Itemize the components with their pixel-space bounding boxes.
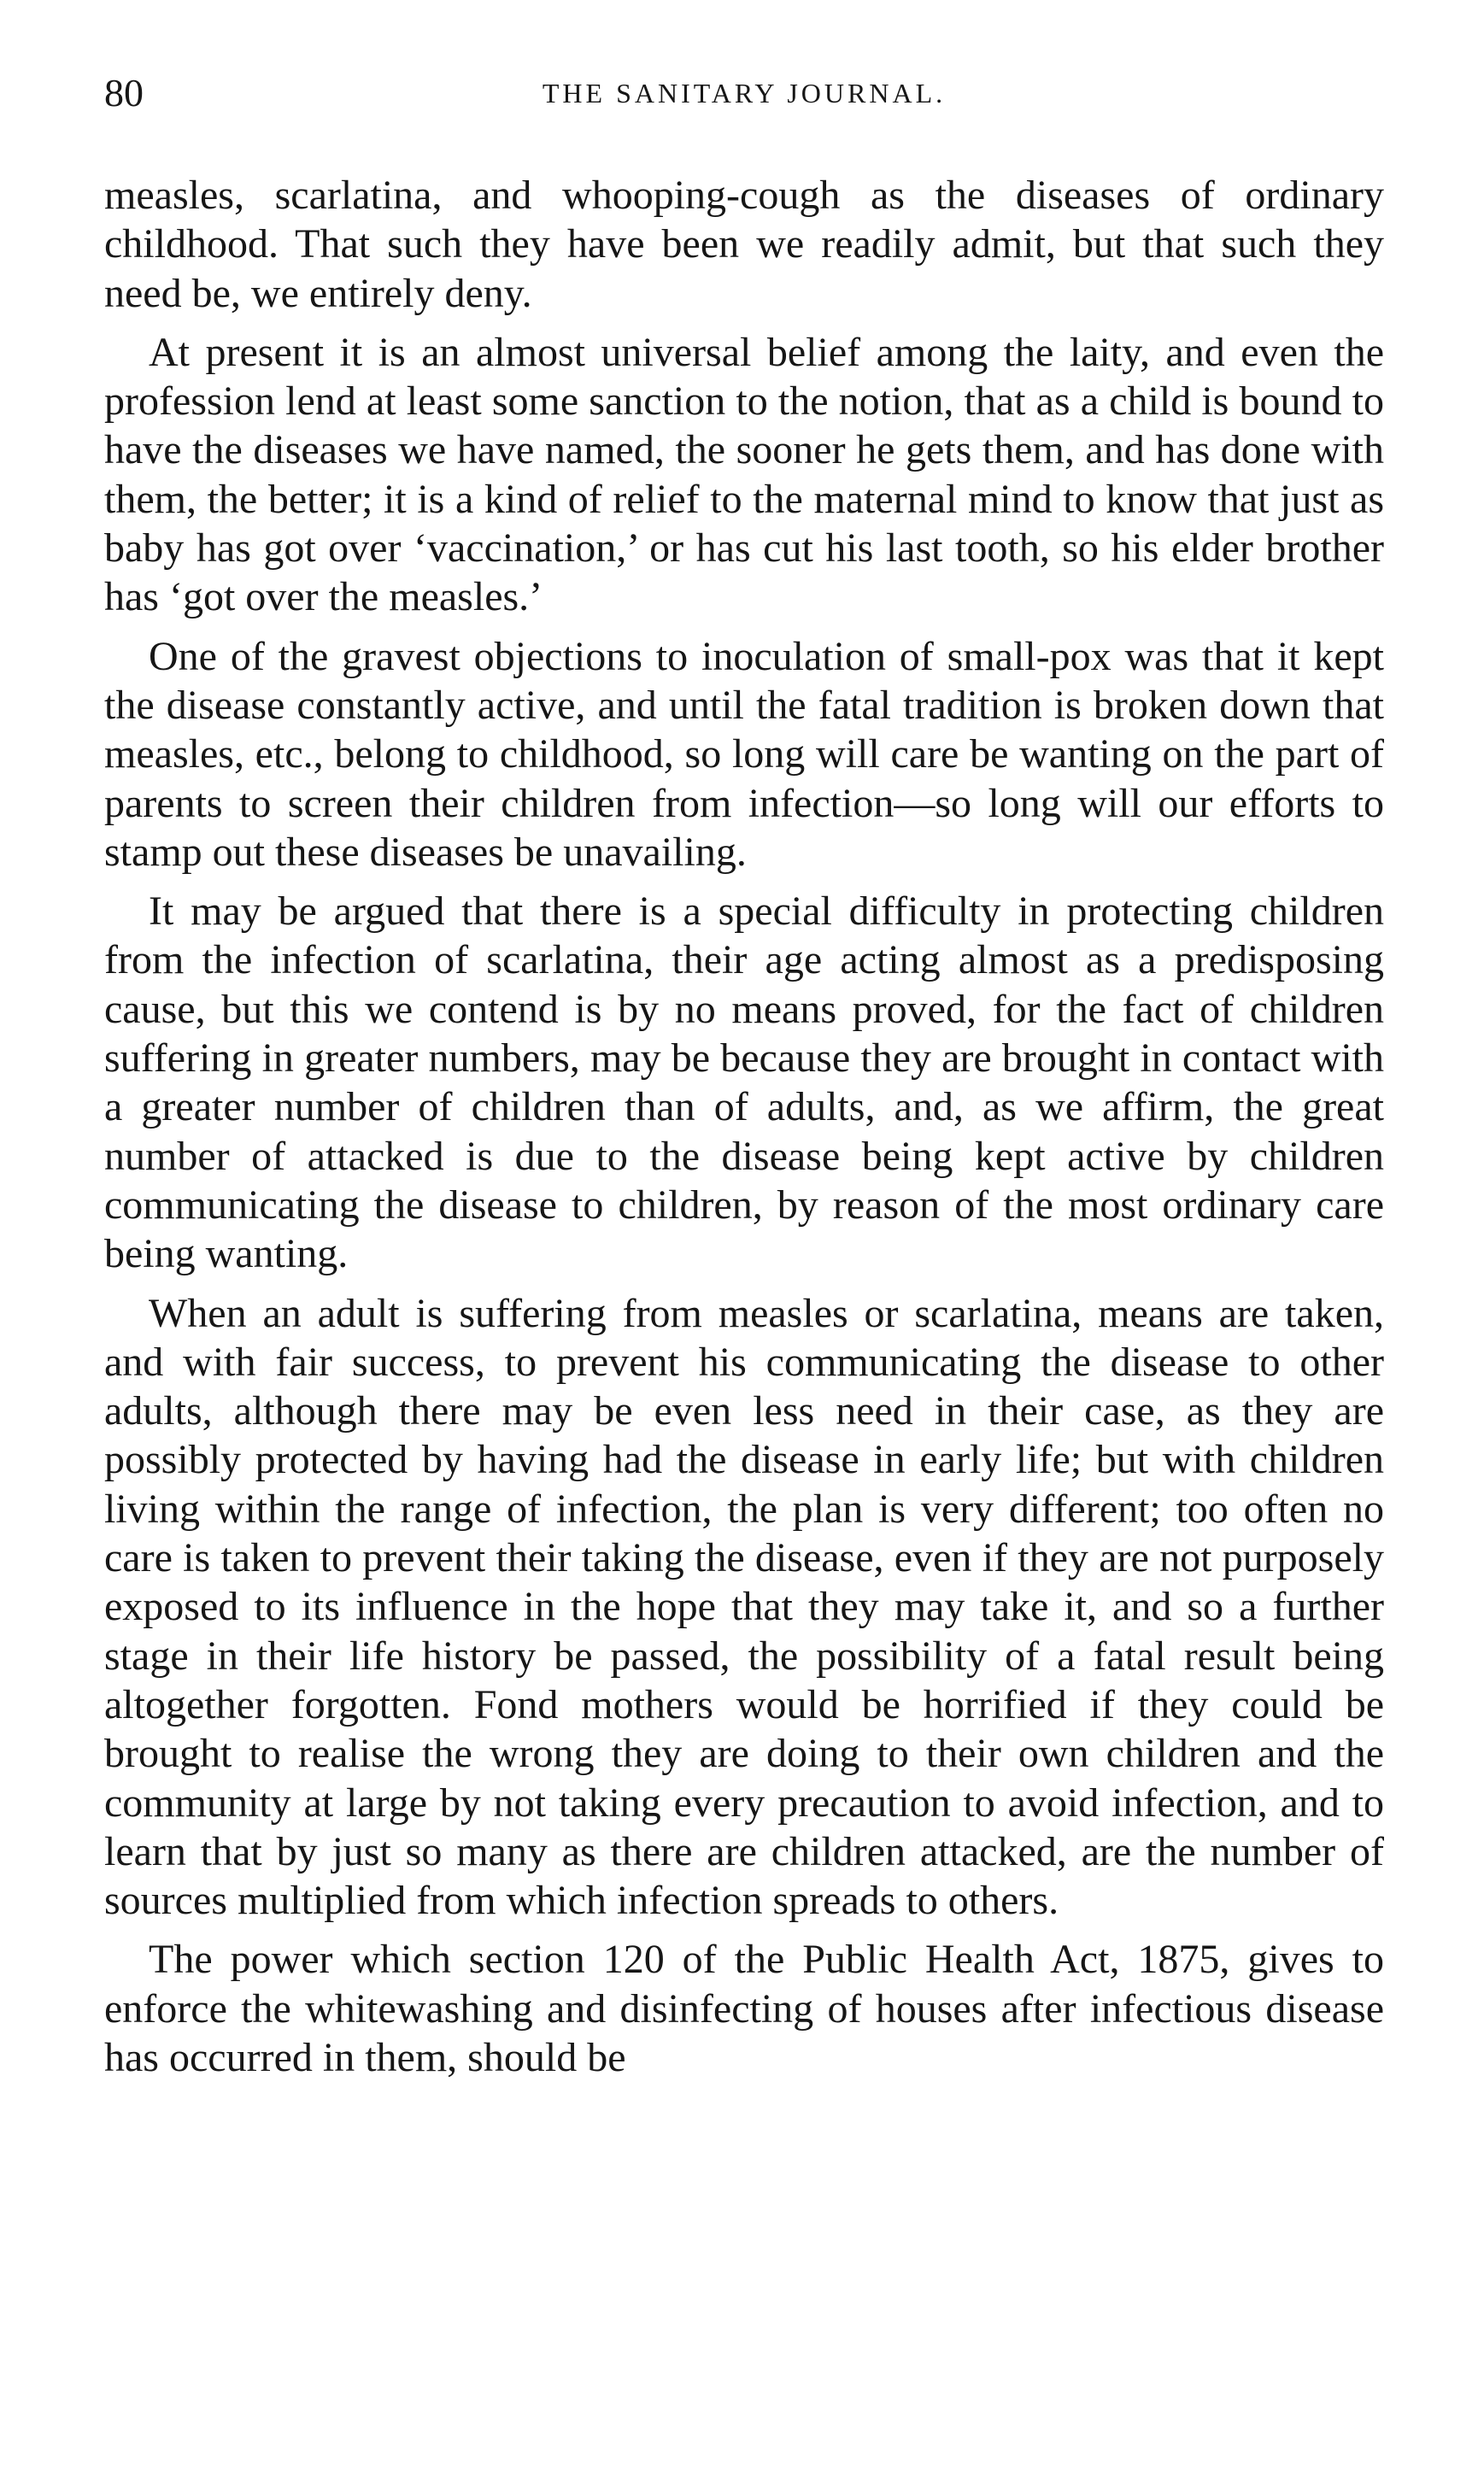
paragraph: One of the gravest objections to inoculation of small-pox was that it kept the disease constantly active, and until the fatal tradition is broken down that measles, etc., belong to childhood, so long will care be wanting on the part of parents to screen their children from infection—so long will our efforts to stamp out these diseases be unavailing.: [104, 633, 1384, 875]
paragraph: It may be argued that there is a special difficulty in protecting children from the infection of scarlatina, their age acting almost as a predisposing cause, but this we contend is by no means proved, for the fact of children suffering in greater numbers, may be because they are brought in contact with a greater number of children than of adults, and, as we affirm, the great number of attacked is due to the disease being kept active by children communicating the disease to children, by reason of the most ordinary care being wanting.: [104, 888, 1384, 1277]
running-head: [104, 67, 1384, 120]
paragraph-continuation: measles, scarlatina, and whooping-cough as the diseases of ordinary childhood. That such they have been we readily admit, but that such they need be, we entirely deny.: [104, 173, 1384, 316]
article-body: [104, 171, 1384, 2082]
journal-title: THE SANITARY JOURNAL.: [542, 78, 947, 108]
paragraph: The power which section 120 of the Public Health Act, 1875, gives to enforce the whitewashing and disinfecting of houses after infectious disease has occurred in them, should be: [104, 1937, 1384, 2080]
paragraph: When an adult is suffering from measles or scarlatina, means are taken, and with fair success, to prevent his communicating the disease to other adults, although there may be even less need in their case, as they are possibly protected by having had the disease in early life; but with children living within the range of infection, the plan is very different; too often no care is taken to prevent their taking the disease, even if they are not purposely exposed to its influence in the hope that they may take it, and so a further stage in their life history be passed, the possibility of a fatal result being altogether forgotten. Fond mothers would be horrified if they could be brought to realise the wrong they are doing to their own children and the community at large by not taking every precaution to avoid infection, and to learn that by just so many as there are children attacked, are the number of sources multiplied from which infection spreads to others.: [104, 1290, 1384, 1924]
page-number: 80: [104, 71, 144, 114]
paragraph: At present it is an almost universal belief among the laity, and even the profession lend at least some sanction to the notion, that as a child is bound to have the diseases we have named, the sooner he gets them, and has done with them, the better; it is a kind of relief to the maternal mind to know that just as baby has got over ‘vaccination,’ or has cut his last tooth, so his elder brother has ‘got over the measles.’: [104, 329, 1384, 620]
journal-page: [104, 67, 1384, 2092]
